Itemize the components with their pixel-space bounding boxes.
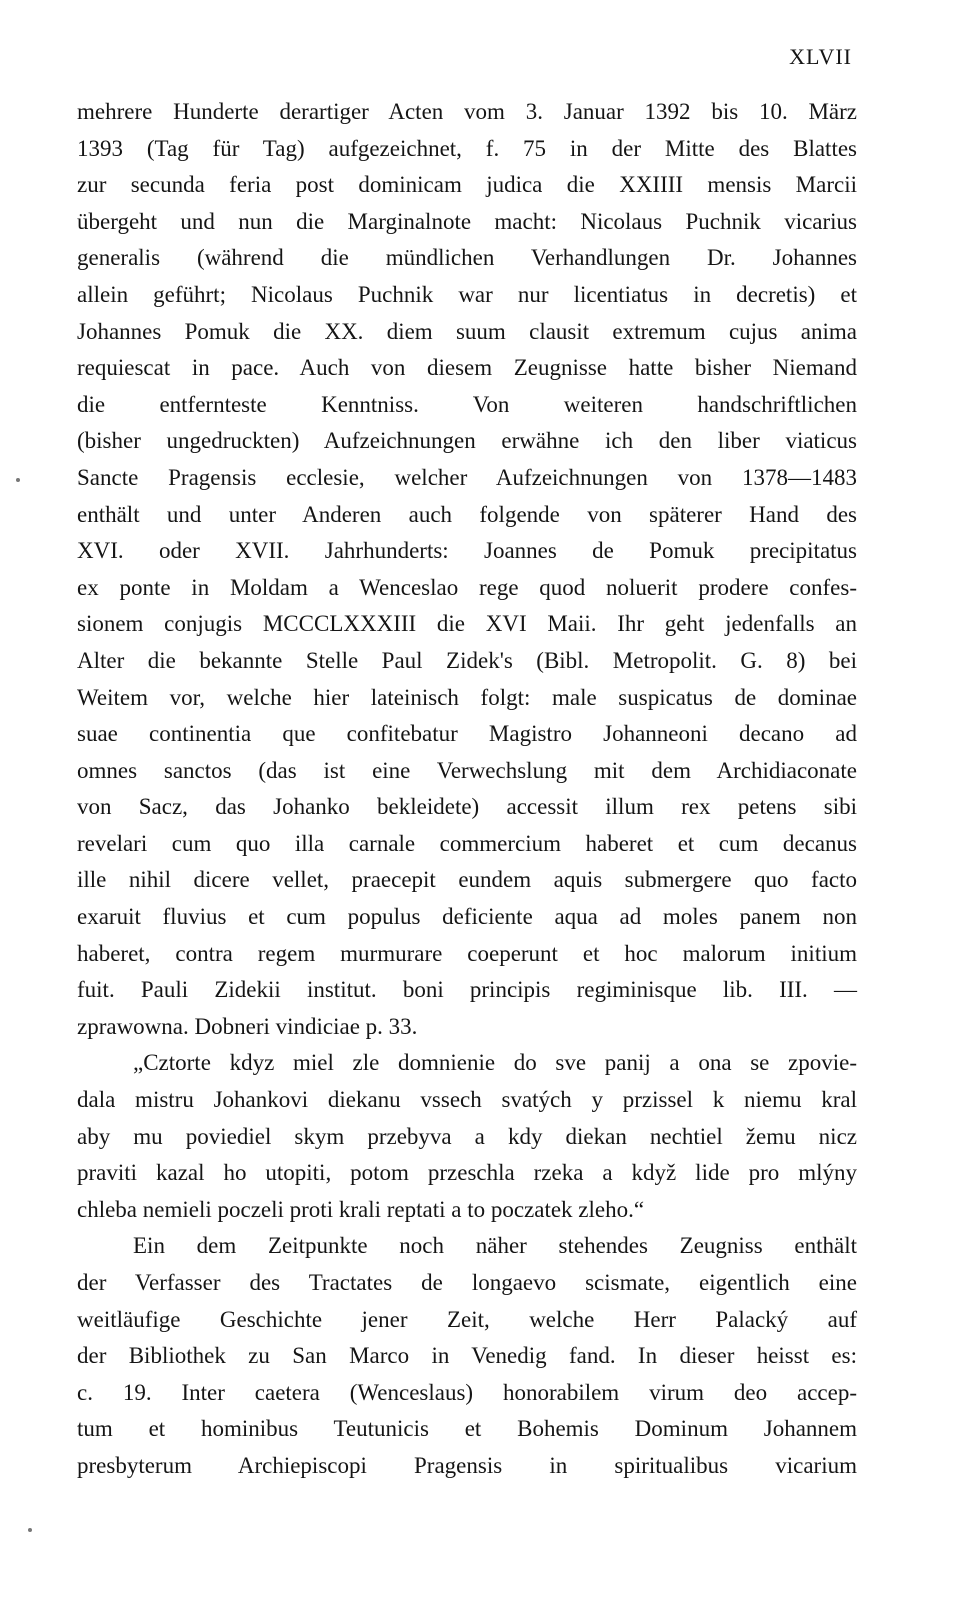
text-line: sionem conjugis MCCCLXXXIII die XVI Maii. Ihr geht jedenfalls an bbox=[77, 611, 857, 637]
text-line: zur secunda feria post dominicam judica die XXIIII mensis Marcii bbox=[77, 172, 857, 198]
text-line: Ein dem Zeitpunkte noch näher stehendes Zeugniss enthält bbox=[133, 1233, 857, 1259]
text-line: Sancte Pragensis ecclesie, welcher Aufzeichnungen von 1378—1483 bbox=[77, 464, 857, 490]
text-line: mehrere Hunderte derartiger Acten vom 3. Januar 1392 bis 10. März bbox=[77, 99, 857, 124]
text-line: dala mistru Johankovi diekanu vssech svatých y przissel k niemu kral bbox=[77, 1087, 857, 1113]
text-line: zprawowna. Dobneri vindiciae p. 33. bbox=[77, 1013, 418, 1039]
text-line: exaruit fluvius et cum populus deficiente aqua ad moles panem non bbox=[77, 904, 857, 930]
text-line: fuit. Pauli Zidekii institut. boni principis regiminisque lib. III. — bbox=[77, 977, 857, 1003]
text-line: praviti kazal ho utopiti, potom przeschla rzeka a když lide pro mlýny bbox=[77, 1160, 857, 1186]
body-text bbox=[77, 94, 857, 1485]
text-line: Alter die bekannte Stelle Paul Zidek's (Bibl. Metropolit. G. 8) bei bbox=[77, 647, 857, 673]
text-line: Johannes Pomuk die XX. diem suum clausit extremum cujus anima bbox=[77, 318, 857, 344]
text-line: chleba nemieli poczeli proti krali reptati a to poczatek zleho.“ bbox=[77, 1196, 645, 1222]
text-line: XVI. oder XVII. Jahrhunderts: Joannes de Pomuk precipitatus bbox=[77, 538, 857, 564]
text-line: ille nihil dicere vellet, praecepit eundem aquis submergere quo facto bbox=[77, 867, 857, 893]
text-line: suae continentia que confitebatur Magistro Johanneoni decano ad bbox=[77, 721, 857, 747]
text-line: weitläufige Geschichte jener Zeit, welche Herr Palacký auf bbox=[77, 1306, 857, 1332]
text-line: haberet, contra regem murmurare coeperunt et hoc malorum initium bbox=[77, 940, 857, 966]
text-line: omnes sanctos (das ist eine Verwechslung mit dem Archidiaconate bbox=[77, 757, 857, 783]
text-line: (bisher ungedruckten) Aufzeichnungen erwähne ich den liber viaticus bbox=[77, 428, 857, 454]
text-line: tum et hominibus Teutunicis et Bohemis Dominum Johannem bbox=[77, 1416, 857, 1442]
text-line: der Bibliothek zu San Marco in Venedig fand. In dieser heisst es: bbox=[77, 1343, 857, 1369]
text-line: „Cztorte kdyz miel zle domnienie do sve panij a ona se zpovie- bbox=[133, 1050, 857, 1076]
page-number: XLVII bbox=[789, 44, 852, 69]
speck-mark bbox=[28, 1528, 32, 1532]
text-line: enthält und unter Anderen auch folgende von späterer Hand des bbox=[77, 501, 857, 527]
text-line: requiescat in pace. Auch von diesem Zeugnisse hatte bisher Niemand bbox=[77, 355, 857, 381]
text-line: die entfernteste Kenntniss. Von weiteren handschriftlichen bbox=[77, 391, 857, 417]
text-line: aby mu poviediel skym przebyva a kdy diekan nechtiel žemu nicz bbox=[77, 1123, 857, 1149]
text-line: übergeht und nun die Marginalnote macht: Nicolaus Puchnik vicarius bbox=[77, 208, 857, 234]
text-line: ex ponte in Moldam a Wenceslao rege quod noluerit prodere confes- bbox=[77, 574, 857, 600]
text-line: allein geführt; Nicolaus Puchnik war nur licentiatus in decretis) et bbox=[77, 281, 857, 307]
speck-mark bbox=[16, 478, 20, 482]
text-line: der Verfasser des Tractates de longaevo scismate, eigentlich eine bbox=[77, 1270, 857, 1295]
text-line: c. 19. Inter caetera (Wenceslaus) honorabilem virum deo accep- bbox=[77, 1379, 857, 1405]
text-line: revelari cum quo illa carnale commercium haberet et cum decanus bbox=[77, 830, 857, 856]
text-line: von Sacz, das Johanko bekleidete) accessit illum rex petens sibi bbox=[77, 794, 857, 820]
text-line: Weitem vor, welche hier lateinisch folgt: male suspicatus de dominae bbox=[77, 684, 857, 710]
text-line: presbyterum Archiepiscopi Pragensis in spiritualibus vicarium bbox=[77, 1452, 857, 1478]
text-line: generalis (während die mündlichen Verhandlungen Dr. Johannes bbox=[77, 245, 857, 271]
text-line: 1393 (Tag für Tag) aufgezeichnet, f. 75 in der Mitte des Blattes bbox=[77, 135, 857, 161]
